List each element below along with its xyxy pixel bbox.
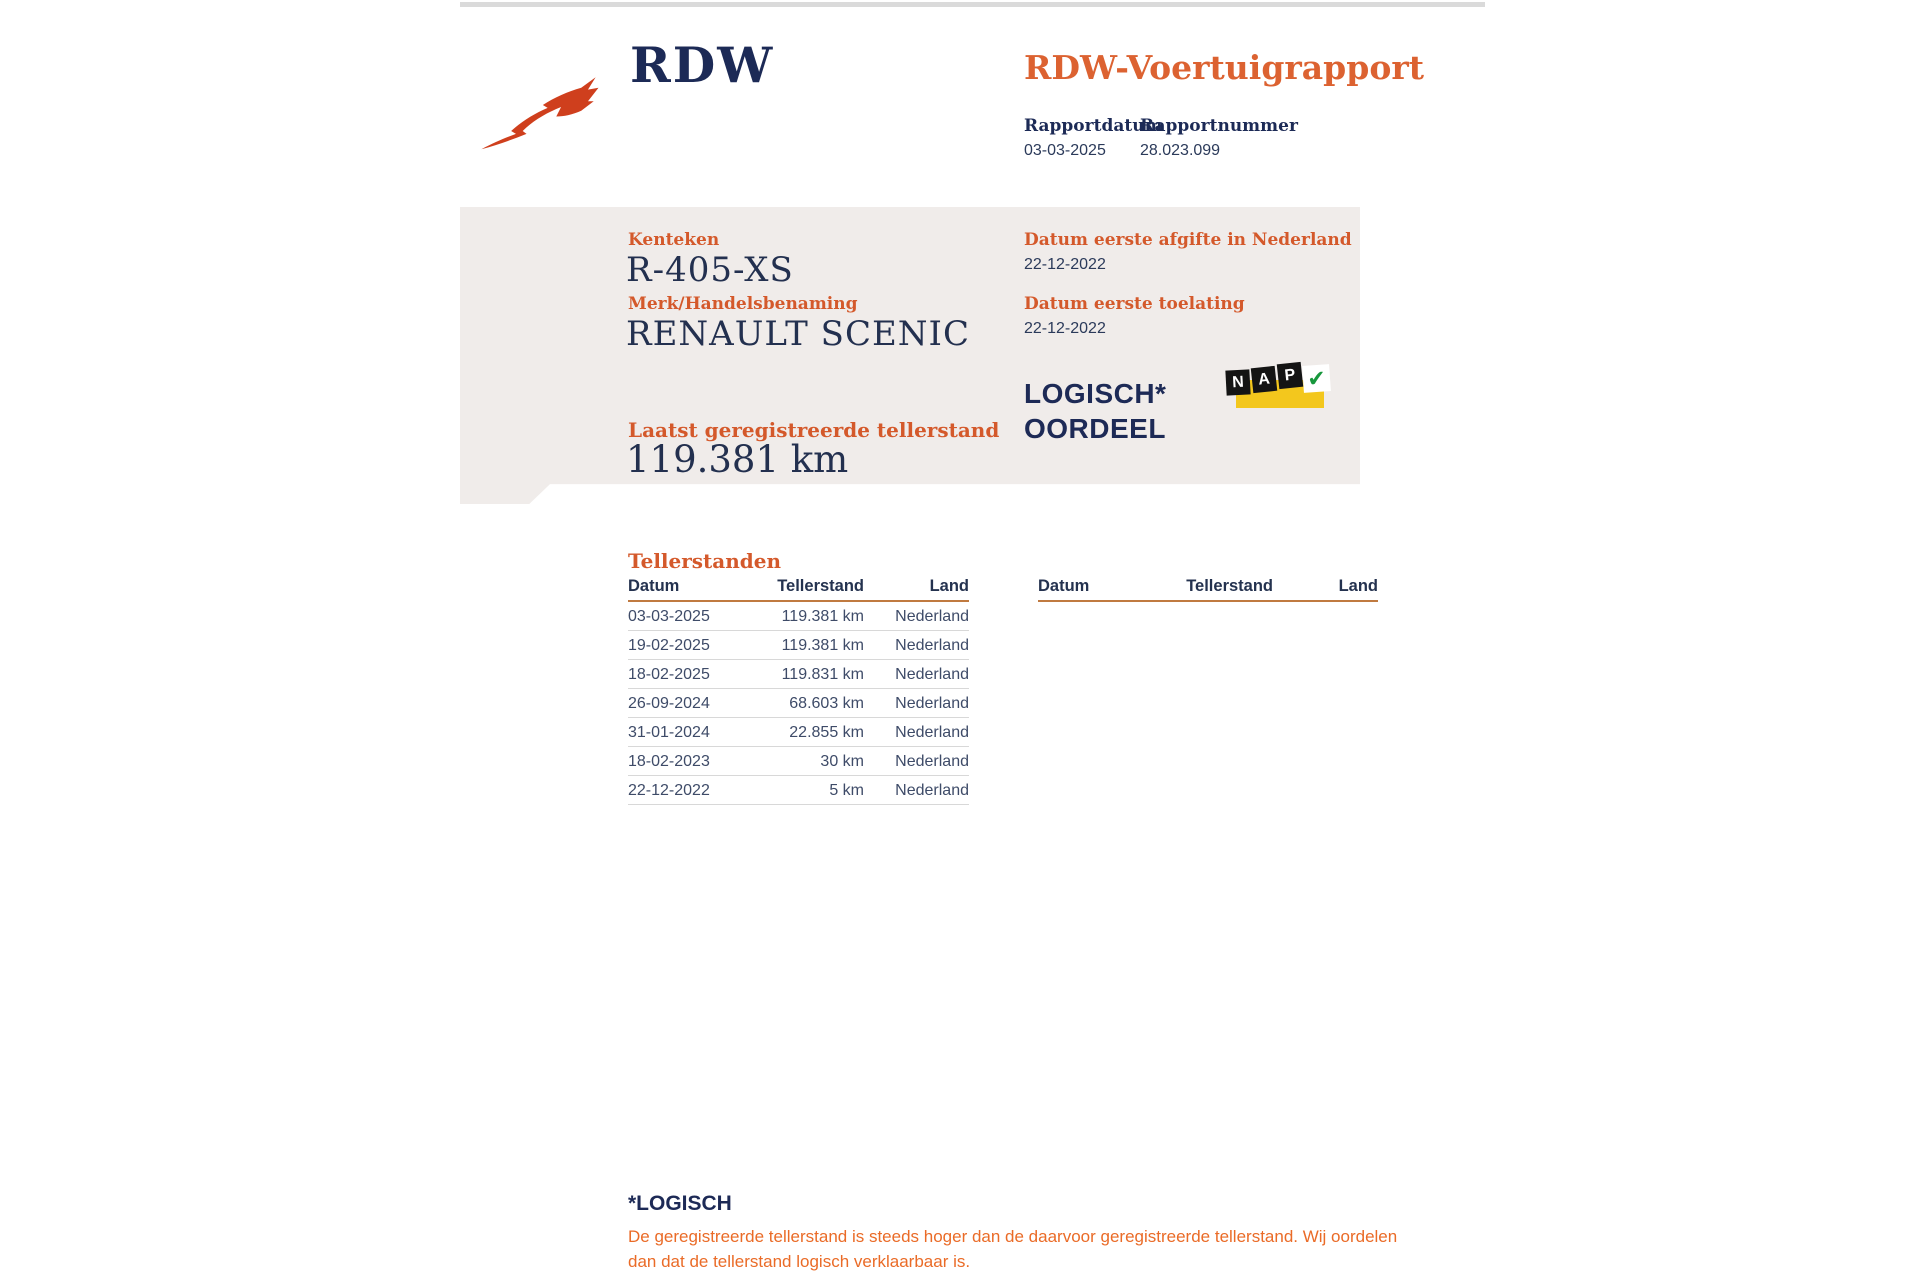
tellerstanden-table-secondary	[1038, 577, 1378, 602]
cell-datum: 31-01-2024	[628, 724, 710, 741]
kenteken-label: Kenteken	[628, 230, 720, 250]
cell-land: Nederland	[895, 608, 969, 625]
rdw-logo-text: RDW	[630, 36, 775, 94]
logisch-footnote-heading: *LOGISCH	[628, 1192, 732, 1215]
table-header-row	[628, 577, 969, 602]
header-land: Land	[929, 577, 969, 595]
cell-datum: 19-02-2025	[628, 637, 710, 654]
report-number-value: 28.023.099	[1140, 142, 1221, 159]
nap-checkmark-icon: ✔	[1302, 364, 1331, 393]
top-divider	[460, 2, 1485, 7]
eerste-afgifte-label: Datum eerste afgifte in Nederland	[1024, 230, 1352, 250]
cell-land: Nederland	[895, 753, 969, 770]
table-row	[628, 660, 969, 689]
nap-logo	[1226, 366, 1338, 414]
cell-datum: 26-09-2024	[628, 695, 710, 712]
nap-letter-a: A	[1251, 366, 1277, 393]
cell-land: Nederland	[895, 724, 969, 741]
nap-letter-n: N	[1225, 369, 1250, 395]
kenteken-value: R-405-XS	[626, 250, 794, 290]
tellerstanden-table-body	[628, 602, 969, 805]
cell-tellerstand: 119.381 km	[781, 608, 864, 625]
report-number-label: Rapportnummer	[1140, 116, 1298, 136]
table-row	[628, 602, 969, 631]
table-header-row-secondary	[1038, 577, 1378, 602]
table-row	[628, 631, 969, 660]
eerste-toelating-label: Datum eerste toelating	[1024, 294, 1245, 314]
report-date-value: 03-03-2025	[1024, 142, 1106, 159]
cell-datum: 18-02-2023	[628, 753, 710, 770]
header-tellerstand-2: Tellerstand	[1186, 577, 1273, 595]
merk-label: Merk/Handelsbenaming	[628, 294, 858, 314]
table-row	[628, 747, 969, 776]
header-datum: Datum	[628, 577, 680, 595]
tellerstanden-table	[628, 577, 969, 805]
table-row	[628, 776, 969, 805]
header-tellerstand: Tellerstand	[777, 577, 864, 595]
eerste-toelating-value: 22-12-2022	[1024, 320, 1106, 337]
oordeel-line1: LOGISCH*	[1024, 378, 1167, 409]
nap-letter-p: P	[1277, 362, 1303, 389]
cell-land: Nederland	[895, 666, 969, 683]
oordeel-verdict	[1024, 376, 1166, 446]
header-land-2: Land	[1338, 577, 1378, 595]
header-datum-2: Datum	[1038, 577, 1090, 595]
cell-tellerstand: 68.603 km	[789, 695, 864, 712]
cell-land: Nederland	[895, 637, 969, 654]
eerste-afgifte-value: 22-12-2022	[1024, 256, 1106, 273]
tellerstand-value: 119.381 km	[626, 438, 849, 481]
oordeel-line2: OORDEEL	[1024, 413, 1166, 444]
cell-tellerstand: 119.831 km	[781, 666, 864, 683]
logisch-footnote-text: De geregistreerde tellerstand is steeds hoger dan de daarvoor geregistreerde tellerstand. Wij oordelen dan dat de tellerstand logisch verklaarbaar is.	[628, 1227, 1398, 1271]
cell-tellerstand: 30 km	[820, 753, 864, 770]
cell-land: Nederland	[895, 782, 969, 799]
tellerstand-label: Laatst geregistreerde tellerstand	[628, 418, 1000, 442]
page-title: RDW-Voertuigrapport	[1024, 48, 1424, 87]
vehicle-info-panel	[460, 207, 1360, 504]
merk-value: RENAULT SCENIC	[626, 314, 970, 354]
cell-tellerstand: 22.855 km	[789, 724, 864, 741]
rdw-bird-icon	[476, 58, 602, 154]
cell-datum: 22-12-2022	[628, 782, 710, 799]
table-row	[628, 689, 969, 718]
table-row	[628, 718, 969, 747]
cell-datum: 18-02-2025	[628, 666, 710, 683]
cell-datum: 03-03-2025	[628, 608, 710, 625]
cell-land: Nederland	[895, 695, 969, 712]
tellerstanden-section-title: Tellerstanden	[628, 549, 782, 573]
report-date-label: Rapportdatum	[1024, 116, 1163, 136]
cell-tellerstand: 5 km	[829, 782, 864, 799]
cell-tellerstand: 119.381 km	[781, 637, 864, 654]
